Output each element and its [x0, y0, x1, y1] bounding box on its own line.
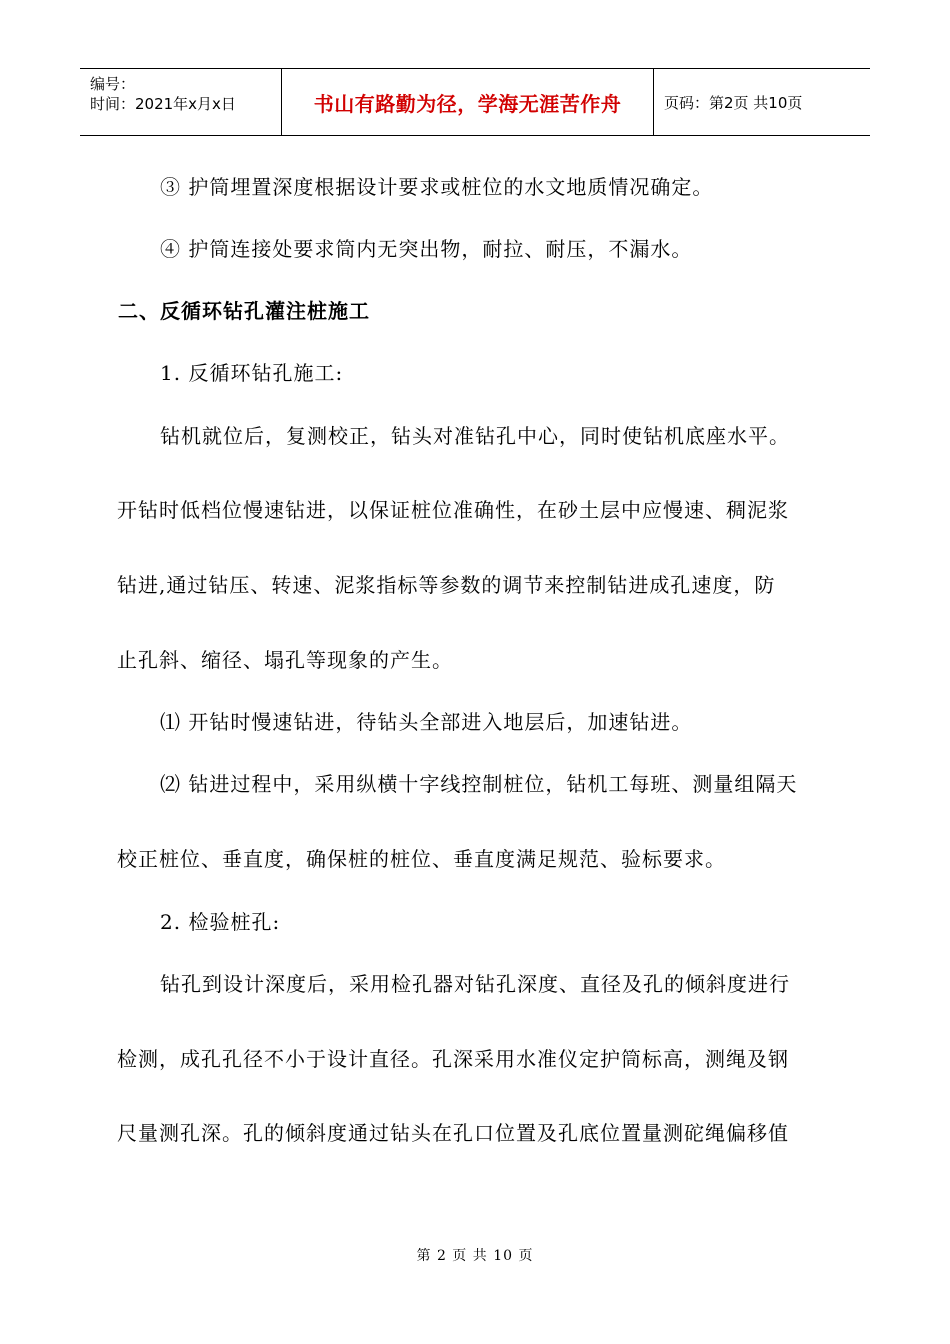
paragraph-line: 尺量测孔深。孔的倾斜度通过钻头在孔口位置及孔底位置量测砣绳偏移值 [117, 1121, 789, 1145]
section-title: 二、反循环钻孔灌注桩施工 [118, 299, 370, 323]
header-meta-cell [80, 69, 282, 135]
paragraph-item-4: ④ 护筒连接处要求筒内无突出物，耐拉、耐压，不漏水。 [160, 237, 693, 261]
header-motto-cell [282, 69, 654, 135]
paragraph-line: 止孔斜、缩径、塌孔等现象的产生。 [117, 648, 453, 672]
paragraph-line: 钻机就位后，复测校正，钻头对准钻孔中心，同时使钻机底座水平。 [160, 424, 790, 448]
subsection-title-2: 2. 检验桩孔: [160, 910, 281, 934]
paragraph-line: 钻进,通过钻压、转速、泥浆指标等参数的调节来控制钻进成孔速度，防 [117, 573, 776, 597]
document-header [80, 68, 870, 136]
paragraph-line: 校正桩位、垂直度，确保桩的桩位、垂直度满足规范、验标要求。 [117, 847, 726, 871]
paragraph-line: 钻孔到设计深度后，采用检孔器对钻孔深度、直径及孔的倾斜度进行 [160, 972, 790, 996]
paragraph-item-3: ③ 护筒埋置深度根据设计要求或桩位的水文地质情况确定。 [160, 175, 714, 199]
subsection-title-1: 1. 反循环钻孔施工: [160, 361, 344, 385]
header-page-info: 页码：第2页 共10页 [664, 93, 803, 112]
paragraph-line: 开钻时低档位慢速钻进，以保证桩位准确性，在砂土层中应慢速、稠泥浆 [117, 498, 789, 522]
header-page-cell [654, 69, 870, 135]
paragraph-line: 检测，成孔孔径不小于设计直径。孔深采用水准仪定护筒标高，测绳及钢 [117, 1047, 789, 1071]
document-date-label: 时间：2021年x月x日 [90, 95, 236, 113]
page-footer: 第 2 页 共 10 页 [416, 1248, 534, 1264]
list-item-2: ⑵ 钻进过程中，采用纵横十字线控制桩位，钻机工每班、测量组隔天 [160, 772, 798, 796]
list-item-1: ⑴ 开钻时慢速钻进，待钻头全部进入地层后，加速钻进。 [160, 710, 693, 734]
document-number-label: 编号： [90, 75, 136, 93]
header-motto: 书山有路勤为径，学海无涯苦作舟 [313, 91, 622, 116]
